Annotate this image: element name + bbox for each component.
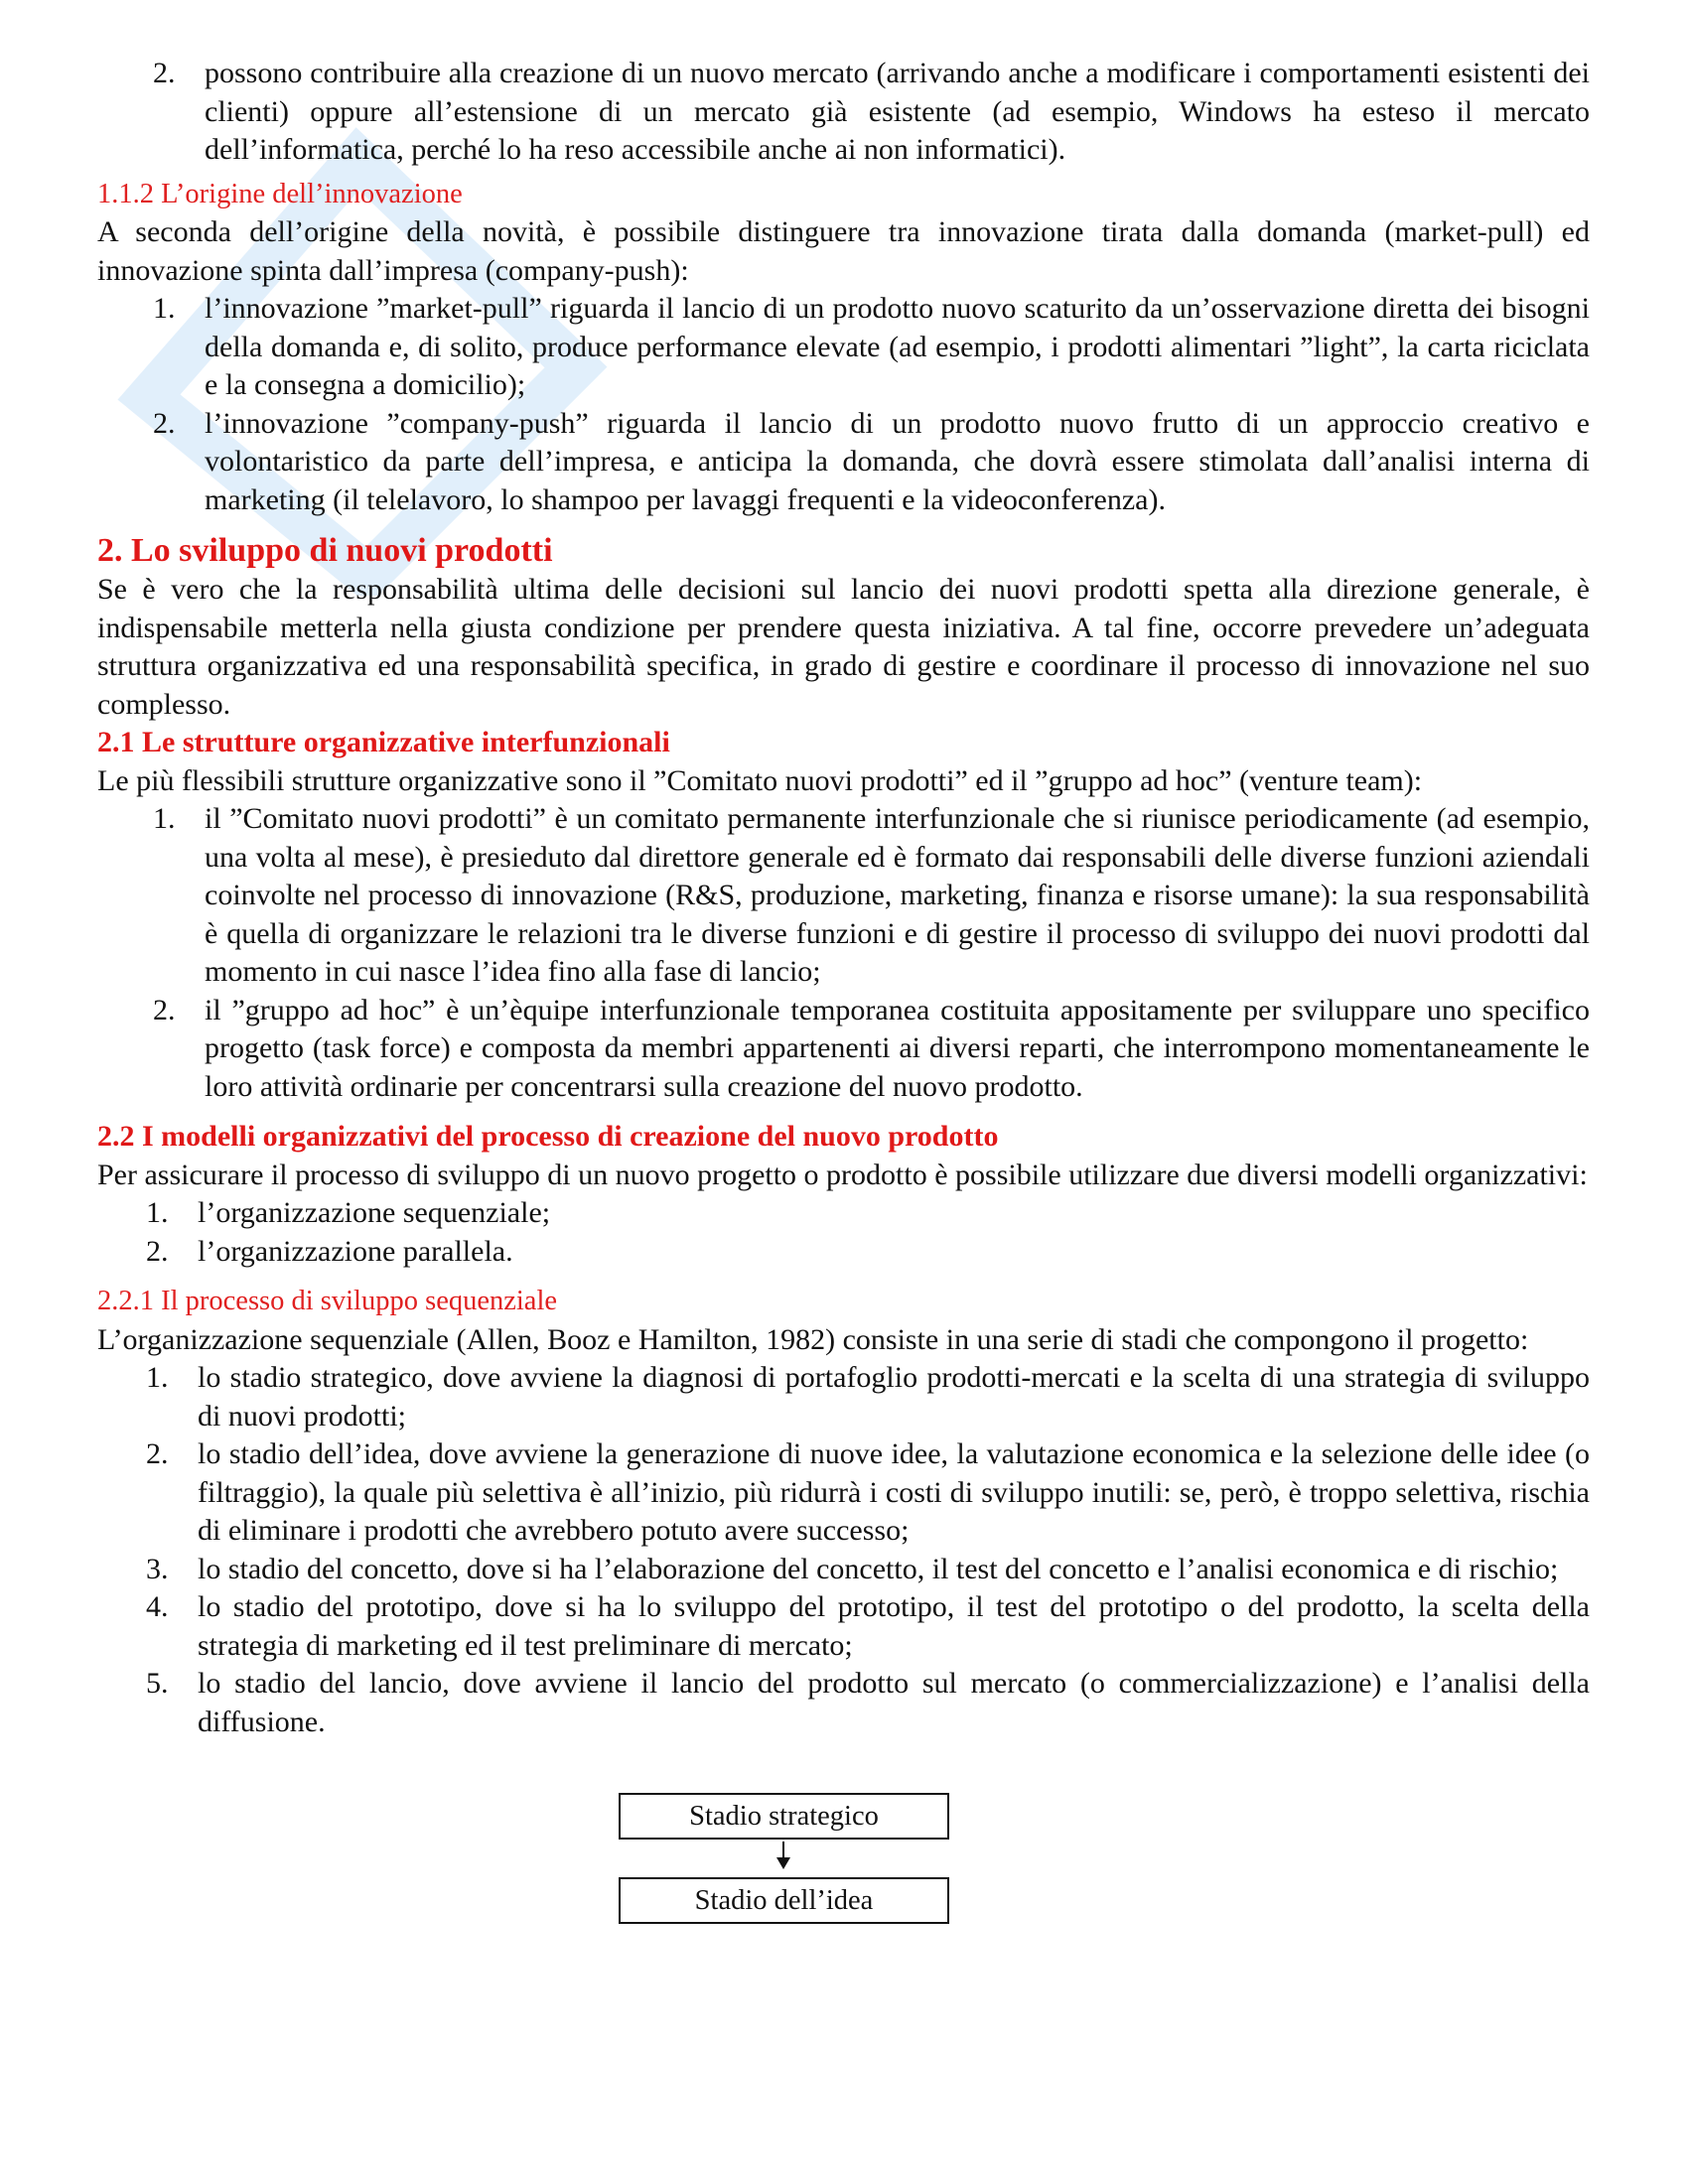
list-text: il ”gruppo ad hoc” è un’èquipe interfunzionale temporanea costituita appositamente per sviluppare uno specifico progetto (task force) e composta da membri appartenenti ai diversi reparti, che interrompono momentaneamente le loro attività ordinarie per concentrarsi sulla creazione del nuovo prodotto. [205,993,1590,1103]
heading-origine-innovazione: 1.1.2 L’origine dell’innovazione [97,178,463,209]
list-number: 1. [146,1196,169,1229]
list-number: 2. [146,1234,169,1268]
list-number: 2. [153,406,176,440]
paragraph-modelli: Per assicurare il processo di sviluppo di un nuovo progetto o prodotto è possibile utilizzare due diversi modelli organizzativi: [97,1158,1588,1191]
list-item [97,992,1590,1107]
paragraph-origine: A seconda dell’origine della novità, è possibile distinguere tra innovazione tirata dalla domanda (market-pull) ed innovazione spinta dall’impresa (company-push): [97,215,1590,287]
list-item [97,55,1590,170]
list-item [97,800,1590,992]
strutture-list [97,800,1590,1106]
paragraph-sequenziale: L’organizzazione sequenziale (Allen, Booz e Hamilton, 1982) consiste in una serie di stadi che compongono il progetto: [97,1322,1529,1356]
list-text: l’innovazione ”market-pull” riguarda il lancio di un prodotto nuovo scaturito da un’osservazione diretta dei bisogni della domanda e, di solito, produce performance elevate (ad esempio, i prodotti alimentari ”light”, la carta riciclata e la consegna a domicilio); [205,292,1590,401]
list-number: 3. [146,1552,169,1585]
origine-list [97,290,1590,519]
list-text: lo stadio del concetto, dove si ha l’elaborazione del concetto, il test del concetto e l’analisi economica e di rischio; [198,1552,1559,1585]
list-text: l’innovazione ”company-push” riguarda il lancio di un prodotto nuovo frutto di un approccio creativo e volontaristico da parte dell’impresa, e anticipa la domanda, che dovrà essere stimolata dall’analisi interna di marketing (il telelavoro, lo shampoo per lavaggi frequenti e la videoconferenza). [205,406,1590,516]
list-text: possono contribuire alla creazione di un nuovo mercato (arrivando anche a modificare i comportamenti esistenti dei clienti) oppure all’estensione di un mercato già esistente (ad esempio, Windows ha esteso il mercato dell’informatica, perché lo ha reso accessibile anche ai non informatici). [205,57,1590,166]
list-text: lo stadio dell’idea, dove avviene la generazione di nuove idee, la valutazione economica e la selezione delle idee (o filtraggio), la quale più selettiva è all’inizio, più ridurrà i costi di sviluppo inutili: se, però, è troppo selettiva, rischia di eliminare i prodotti che avrebbero potuto avere successo; [198,1437,1590,1547]
list-number: 1. [153,292,176,325]
list-number: 5. [146,1667,169,1700]
list-number: 2. [153,993,176,1026]
box-stadio-idea: Stadio dell’idea [619,1877,949,1924]
paragraph-sviluppo: Se è vero che la responsabilità ultima delle decisioni sul lancio dei nuovi prodotti spetta alla direzione generale, è indispensabile metterla nella giusta condizione per prendere questa iniziativa. A tal fine, occorre prevedere un’adeguata struttura organizzativa ed una responsabilità specifica, in grado di gestire e coordinare il processo di innovazione nel suo complesso. [97,573,1590,721]
list-number: 4. [146,1590,169,1623]
list-item [97,1551,1590,1589]
document-page [97,55,1590,1916]
list-item [97,1359,1590,1435]
modelli-list [97,1194,1590,1271]
box-stadio-strategico: Stadio strategico [619,1793,949,1840]
list-text: l’organizzazione parallela. [198,1234,513,1268]
list-item [97,405,1590,520]
list-number: 2. [153,57,176,89]
stadi-list [97,1359,1590,1741]
list-number: 1. [153,802,176,835]
list-text: l’organizzazione sequenziale; [198,1196,551,1229]
intro-list [97,55,1590,170]
heading-modelli-organizzativi: 2.2 I modelli organizzativi del processo di creazione del nuovo prodotto [97,1120,999,1153]
list-number: 1. [146,1361,169,1394]
heading-sviluppo-sequenziale: 2.2.1 Il processo di sviluppo sequenziale [97,1286,558,1316]
list-item [97,290,1590,405]
list-item [97,1665,1590,1741]
list-text: lo stadio strategico, dove avviene la diagnosi di portafoglio prodotti-mercati e la scelta di una strategia di sviluppo di nuovi prodotti; [198,1361,1590,1433]
list-number: 2. [146,1437,169,1470]
list-item [97,1435,1590,1551]
flow-diagram [97,1765,1590,1916]
paragraph-strutture: Le più flessibili strutture organizzative sono il ”Comitato nuovi prodotti” ed il ”gruppo ad hoc” (venture team): [97,763,1423,797]
list-item [97,1588,1590,1665]
heading-sviluppo-nuovi-prodotti: 2. Lo sviluppo di nuovi prodotti [97,532,553,569]
list-text: lo stadio del lancio, dove avviene il lancio del prodotto sul mercato (o commercializzazione) e l’analisi della diffusione. [198,1667,1590,1738]
list-text: il ”Comitato nuovi prodotti” è un comitato permanente interfunzionale che si riunisce periodicamente (ad esempio, una volta al mese), è presieduto dal direttore generale ed è formato dai responsabili delle diverse funzioni aziendali coinvolte nel processo di innovazione (R&S, produzione, marketing, finanza e risorse umane): la sua responsabilità è quella di organizzare le relazioni tra le diverse funzioni e di gestire il processo di sviluppo dei nuovi prodotti dal momento in cui nasce l’idea fino alla fase di lancio; [205,802,1590,988]
list-text: lo stadio del prototipo, dove si ha lo sviluppo del prototipo, il test del prototipo o del prodotto, la scelta della strategia di marketing ed il test preliminare di mercato; [198,1590,1590,1662]
heading-strutture-interfunzionali: 2.1 Le strutture organizzative interfunzionali [97,726,670,758]
arrow-down-icon [776,1857,790,1869]
list-item [97,1233,1590,1272]
list-item [97,1194,1590,1233]
